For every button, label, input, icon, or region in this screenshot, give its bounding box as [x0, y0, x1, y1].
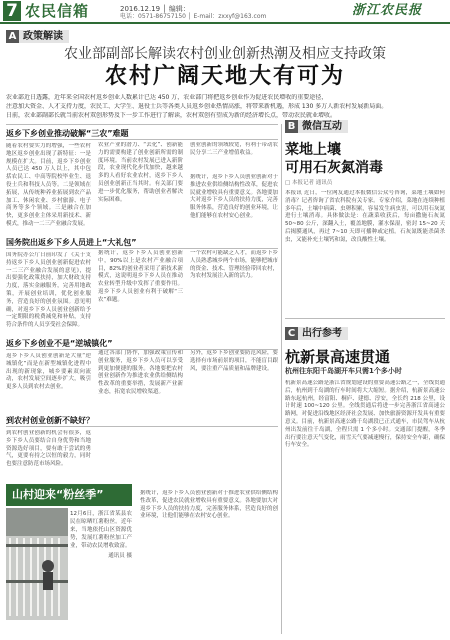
article-subtitle: 农业部副部长解读农村创业创新热潮及相应支持政策 [64, 46, 386, 62]
lead-line: 农业部近日透露，近年来全国农村返乡创业人数累计已达 450 万，农业部门将把返乡创业作为促进农民增收的重要途径， [6, 94, 328, 101]
photo-credit: 通讯员 摄 [108, 553, 132, 559]
paragraph: 据统计，返乡下乡人员创业创新对于推进农业供给侧结构性改革，促进农民就业增收具有重要意义。各地要加大对返乡下乡人员的扶持力度，完善服务体系，营造良好的创业环境，让他们能够在农村安心创业。 [190, 174, 278, 219]
email: E-mail：zxxyf@163.com [193, 13, 267, 20]
paragraph: 返乡下乡人员创业创新是大量“逆城镇化”而是在新型城镇化进程中出现的新现象，城乡要素双向流动，农村发展空间逐步扩大，吸引更多人员到农村去创业。 [6, 353, 91, 391]
section-letter: A [6, 30, 19, 43]
section-tag-travel [285, 327, 445, 340]
paragraph: 国务院办公厅日前印发了《关于支持返乡下乡人员创业创新促进农村一二三产业融合发展的意见》，提出要强化政策扶持，加大财政支持力度，落实金融服务，完善用地政策，开展创业培训，优化创业服务，营造良好的创业氛围。意见明确，对返乡下乡人员创业创新给予一定期限的税费减免和补贴，支持符合条件的人员享受社会保障。 [6, 252, 91, 329]
section-letter: B [285, 120, 298, 133]
travel-body: 杭新景高速公路是浙江省规划建设的重要高速公路之一，全线贯通后，杭州到千岛湖的行车时间将大大缩短。据介绍，杭新景高速公路东起杭州，经富阳、桐庐、建德、淳安，全长约 218 公里，设计时速 100~120 公里。全线贯通后将进一步完善浙江省高速公路网，对促进沿线地区经济社会发展、加快旅游资源开发具有重要意义。目前，杭新景高速公路千岛湖段已正式通车，市民驾车从杭州出发前往千岛湖，全程只需 1 个多小时。交通部门提醒，冬季出行要注意天气变化，雨雪天气要减速慢行，保持安全车距，确保行车安全。 [285, 380, 445, 449]
paragraph: 通过各部门协作，加强政策宣传和创业服务，返乡下乡人员可以享受到更加便捷的服务。各地要把农村创业创新作为推进农业供给侧结构性改革的重要举措，发展新产业新业态，拓宽农民增收渠道。 [98, 350, 183, 395]
paragraph: 一个农村可能缺乏人才，而返乡下乡人员熟悉城乡两个市场，能够把城市的资金、技术、管理经验带回农村，为农村发展注入新的活力。 [190, 250, 278, 280]
article-column-1 [6, 128, 137, 470]
article-lead [6, 94, 444, 121]
section-label: 微信互动 [298, 120, 348, 133]
masthead-rule [0, 22, 450, 24]
divider [285, 318, 445, 319]
paragraph: 创业创新的领域较宽，有利于带动农民分享二三产业增值收益。 [190, 142, 278, 156]
photo-story [6, 484, 132, 630]
paragraph: 随着农村要实力的增强，一些农村地区返乡创业出现了新特征：一是规模在扩大。目前，返乡下乡创业人员已达 450 万人以上，其中包括农民工、中高等院校毕业生、退役士兵和科技人员等。二是领域在拓展，从传统种养业拓展到农产品加工、休闲农业、乡村旅游、电子商务等多个领域。三是融合在加快，更多创业主体采用新技术、新模式，推动一二三产业融合发展。 [6, 143, 91, 227]
travel-subtitle: 杭州往东阳千岛湖开车只需1个多小时 [285, 367, 402, 375]
section-label: 出行参考 [298, 327, 348, 340]
section-heading: 国务院出返乡下乡人员进上“大礼包” [6, 237, 278, 249]
phone: 电话：0571-86757150 [120, 13, 186, 20]
paragraph: 据统计，返乡下乡人员创业创新中，90%以上是农村产业融合项目，82%的创业者采用了新技术新模式，这说明返乡下乡人员在推动农业转型升级中发挥了重要作用。返乡下乡人员创业有利于破解“三农”难题。 [98, 250, 183, 303]
wechat-title-line-1: 菜地上壤 [285, 142, 341, 158]
editor-label: 编辑： [168, 5, 190, 13]
paragraph: 据统计，返乡下乡人员创业创新对于推进农业供给侧结构性改革，促进农民就业增收具有重要意义。各地要加大对返乡下乡人员的扶持力度，完善服务体系，营造良好的创业环境，让他们能够在农村安心创业。 [140, 490, 278, 520]
masthead [0, 0, 450, 22]
paragraph: 另外，返乡下乡创业要防范风险，要选择有市场前景的项目，不能盲目跟风，要注重产品质量和品牌建设。 [190, 350, 278, 372]
travel-title: 杭新景高速贯通 [285, 348, 391, 366]
photo-title: 山村迎来“粉丝季” [6, 484, 132, 506]
byline: □ 本报记者 通讯员 [285, 180, 333, 186]
section-tag-policy [6, 30, 69, 43]
photo-image [6, 508, 68, 620]
paragraph: 到农村创业创新的机会有很多，返乡下乡人员要结合自身优势和当地资源选好项目，要有敢于尝试的勇气，更要有持之以恒的毅力，同时也要注意防范市场风险。 [6, 430, 91, 468]
page-number: 7 [3, 1, 21, 21]
section-heading: 到农村创业创新不缺好？ [6, 415, 278, 427]
masthead-contact: 电话：0571-86757150 │ E-mail：zxxyf@163.com [120, 13, 267, 20]
section-label: 政策解读 [19, 30, 69, 43]
divider [6, 124, 278, 125]
article-column-2 [98, 142, 183, 408]
wechat-title-line-2: 可用石灰氮消毒 [285, 160, 383, 176]
section-title: 农民信箱 [25, 2, 90, 20]
photo-caption [70, 510, 132, 560]
lead-line: 注意加大资金、人才支持力度，农民工、大学生、退役士兵等各类人员返乡创业热情高涨，将带来新机遇，形成 130 多万人新农村发展新局面。 [6, 103, 388, 110]
article-column-3 [190, 142, 278, 408]
masthead-meta: 2016.12.19 │ 编辑： [120, 5, 190, 13]
wechat-body: 本报讯 近日，一位网友通过本报微信公众号咨询，菜地土壤如何消毒？记者咨询了省农科院有关专家。专家介绍，菜地在连续种植多年后，土壤中病菌、虫卵积累，容易发生病虫害，可以用石灰氮进行土壤消毒。具体做法是：在蔬菜收获后，每亩撒施石灰氮 50~80 公斤，深翻入土，覆盖地膜，灌水保湿，密封 15~20 天后揭膜通风，再过 7~10 天即可播种或定植。石灰氮既能杀菌杀虫，又能补充土壤钙和氮，改良酸性土壤。 [285, 190, 445, 243]
caption-text: 12月6日，浙江省某县农民在晾晒红薯粉丝。近年来，当地依托山区资源优势，发展红薯粉丝加工产业，带动农民增收致富。 [70, 511, 132, 549]
article-title: 农村广阔天地大有可为 [104, 64, 345, 89]
lead-line: 日前，农业部副部长就当前农村双创形势及下一步工作进行了解读，农村双创有望成为新的经济增长点，带动农民就业增收。 [6, 112, 337, 119]
issue-date: 2016.12.19 [120, 5, 161, 13]
section-heading: 返乡下乡创业不是“逆城镇化” [6, 338, 278, 350]
column-divider [281, 124, 282, 634]
section-tag-wechat [285, 120, 445, 133]
article-continuation [140, 490, 278, 620]
paragraph: 农业产业的潜力、“去化”、创新能力的需要构建了创业创新所需的制度环境。当前农村发展已进入新阶段，农业现代化步伐加快，越来越多的人看好农业农村，返乡下乡人员创业创新正当其时。有关部门要进一步优化服务，帮助创业者解决实际困难。 [98, 142, 183, 203]
sidebar-column [285, 120, 445, 635]
section-letter: C [285, 327, 298, 340]
newspaper-brand: 浙江农民报 [352, 3, 423, 18]
section-heading: 返乡下乡创业推动破解“三农”难题 [6, 128, 278, 140]
